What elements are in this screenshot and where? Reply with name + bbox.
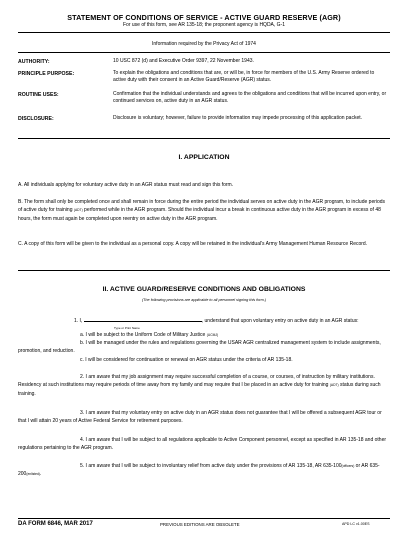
authority-text: 10 USC 872 (d) and Executive Order 9397, 22 November 1943.	[113, 58, 254, 64]
purpose-label: PRINCIPLE PURPOSE:	[18, 71, 75, 77]
section2-item-5: 5. I am aware that I will be subject to involuntary relief from active duty under the provisions of AR 135-18, AR 635-100(officers) or AR 635-200(enlisted).	[18, 463, 380, 478]
section1-item-c: C. A copy of this form will be given to the individual as a personal copy. A copy will be retained in the individual's Army Management Human Resource Record.	[18, 241, 368, 247]
section2-item-1b: b. I will be managed under the rules and regulations governing the USAR AGR centralized management system to include assignments, promotion, and reduction.	[18, 340, 381, 355]
privacy-act-note: Information required by the Privacy Act of 1974	[152, 41, 256, 47]
apd-version: APD LC v1.00ES	[342, 522, 370, 526]
form-number: DA FORM 6846, MAR 2017	[18, 521, 93, 527]
section1-title: I. APPLICATION	[178, 154, 230, 161]
routine-uses-label: ROUTINE USES:	[18, 92, 59, 98]
section2-item-4: 4. I am aware that I will be subject to all regulations applicable to Active Component personnel, except as specified in AR 135-18 and other regulations pertaining to the AGR program.	[18, 437, 387, 452]
section2-top-divider	[18, 270, 390, 271]
section2-item-1a: a. I will be subject to the Uniform Code of Military Justice (UCMJ)	[80, 332, 219, 338]
header-divider	[18, 32, 390, 33]
disclosure-text: Disclosure is voluntary; however, failure to provide information may impede processing of this application packet.	[113, 115, 363, 121]
section2-item-1c: c. I will be considered for continuation or renewal on AGR status under the criteria of AR 135-18.	[80, 357, 293, 363]
purpose-text: To explain the obligations and conditions that are, or will be, in force for members of the U.S. Army Reserve ordered to active duty with their consent in an Active Guard/Reserve (AGR) status.	[113, 70, 375, 84]
section2-item-1: 1. I, , understand that upon voluntary entry on active duty in an AGR status:	[74, 315, 390, 325]
section1-item-a: A. All individuals applying for voluntary active duty in an AGR status must read and sign this form.	[18, 182, 234, 188]
privacy-divider	[18, 52, 390, 53]
form-title: STATEMENT OF CONDITIONS OF SERVICE - ACTIVE GUARD RESERVE (AGR)	[67, 13, 341, 22]
section2-item-2: 2. I am aware that my job assignment may require successful completion of a course, or courses, of instruction by military institutions. Residency at such institutions may require periods of time away from my family and may require that I be placed in an active duty for training (ADT) status during such training.	[18, 374, 381, 397]
name-field[interactable]	[84, 315, 202, 322]
form-subtitle: For use of this form, see AR 135-18; the proponent agency is HQDA, G-1	[122, 22, 286, 28]
section2-title: II. ACTIVE GUARD/RESERVE CONDITIONS AND OBLIGATIONS	[102, 286, 306, 293]
section1-item-b: B. The form shall only be completed once and shall remain in force during the entire period the individual serves on active duty in the AGR program, to include periods of active duty for training (ADT) performed while in the AGR program. Should the individual incur a break in continuous active duty in the AGR program in excess of 48 hours, the form must again be completed upon reentry on active duty in the AGR program.	[18, 199, 386, 222]
previous-editions-note: PREVIOUS EDITIONS ARE OBSOLETE	[160, 522, 240, 527]
routine-uses-text: Confirmation that the individual understands and agrees to the obligations and conditions that will be incurred upon entry, or continued services on, active duty in an AGR status.	[113, 91, 387, 105]
section1-top-divider	[18, 138, 390, 139]
disclosure-label: DISCLOSURE:	[18, 116, 54, 122]
name-field-caption: Type or Print Name	[114, 326, 140, 330]
section2-note: (The following provisions are applicable to all personnel signing this form.)	[141, 298, 267, 302]
footer-divider	[18, 518, 390, 519]
section2-item-3: 3. I am aware that my voluntary entry on active duty in an AGR status does not guarantee that I will be offered a subsequent AGR tour or that I will attain 20 years of Active Federal Service for retirement purposes.	[18, 410, 382, 425]
authority-label: AUTHORITY:	[18, 59, 50, 65]
